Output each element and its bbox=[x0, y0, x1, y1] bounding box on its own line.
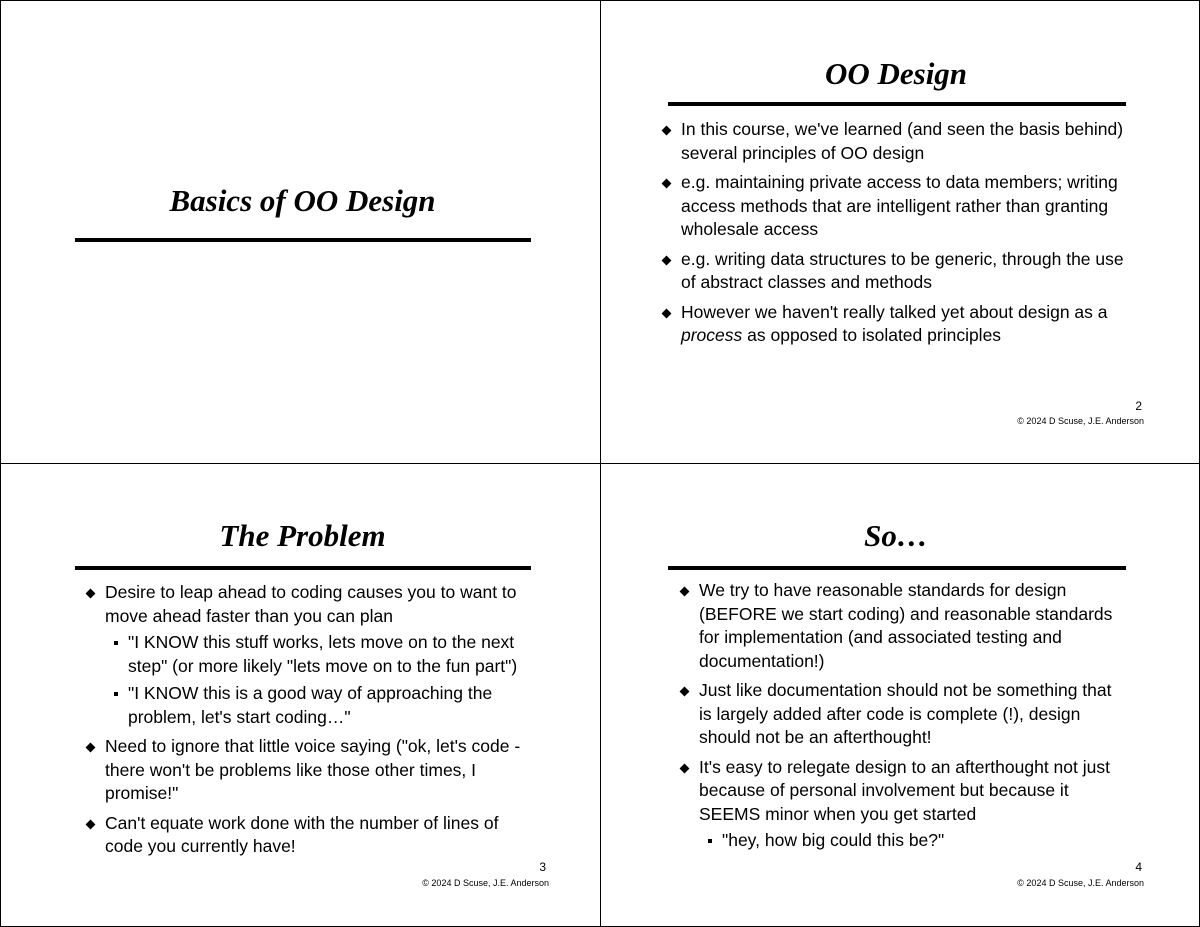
slide-4 bbox=[600, 464, 1200, 927]
slide-2 bbox=[600, 0, 1200, 463]
copyright-notice: © 2024 D Scuse, J.E. Anderson bbox=[1017, 416, 1144, 426]
sub-bullet-list bbox=[105, 631, 526, 729]
list-item bbox=[86, 581, 526, 729]
square-bullet-icon bbox=[114, 641, 118, 645]
diamond-bullet-icon bbox=[662, 255, 672, 265]
sub-bullet-list bbox=[699, 829, 1120, 853]
title-rule bbox=[75, 238, 531, 242]
diamond-bullet-icon bbox=[662, 308, 672, 318]
slide-1 bbox=[0, 0, 600, 463]
list-item bbox=[662, 301, 1132, 348]
bullet-list bbox=[662, 118, 1132, 354]
slide-3 bbox=[0, 464, 600, 927]
slide-title: Basics of OO Design bbox=[169, 183, 436, 218]
diamond-bullet-icon bbox=[680, 587, 690, 597]
diamond-bullet-icon bbox=[680, 763, 690, 773]
bullet-list bbox=[680, 579, 1120, 859]
diamond-bullet-icon bbox=[86, 743, 96, 753]
bullet-text-pre: However we haven't really talked yet about design as a bbox=[681, 301, 1108, 322]
bullet-text: Can't equate work done with the number of lines of code you currently have! bbox=[105, 812, 499, 856]
list-item bbox=[680, 579, 1120, 673]
bullet-text: We try to have reasonable standards for design (BEFORE we start coding) and reasonable standards for implementation (and associated testing and documentation!) bbox=[699, 580, 1113, 671]
list-item bbox=[86, 812, 526, 859]
square-bullet-icon bbox=[114, 692, 118, 696]
page-number: 4 bbox=[1135, 860, 1142, 874]
sub-list-item bbox=[105, 631, 526, 678]
sub-bullet-text: "hey, how big could this be?" bbox=[722, 830, 945, 850]
title-rule bbox=[668, 102, 1126, 106]
diamond-bullet-icon bbox=[86, 589, 96, 599]
list-item bbox=[86, 735, 526, 806]
diamond-bullet-icon bbox=[86, 819, 96, 829]
square-bullet-icon bbox=[708, 839, 712, 843]
diamond-bullet-icon bbox=[680, 687, 690, 697]
copyright-notice: © 2024 D Scuse, J.E. Anderson bbox=[1017, 878, 1144, 888]
sub-list-item bbox=[105, 682, 526, 729]
copyright-notice: © 2024 D Scuse, J.E. Anderson bbox=[422, 878, 549, 888]
list-item bbox=[662, 118, 1132, 165]
bullet-text: It's easy to relegate design to an afterthought not just because of personal involvement but because it SEEMS minor when you get started bbox=[699, 756, 1110, 824]
list-item bbox=[662, 248, 1132, 295]
sub-list-item bbox=[699, 829, 1120, 853]
title-rule bbox=[75, 566, 531, 570]
list-item bbox=[662, 171, 1132, 242]
page-number: 3 bbox=[539, 860, 546, 874]
diamond-bullet-icon bbox=[662, 126, 672, 136]
bullet-text-emphasis: process bbox=[681, 325, 743, 345]
diamond-bullet-icon bbox=[662, 179, 672, 189]
slide-title: The Problem bbox=[219, 518, 386, 553]
bullet-text: Need to ignore that little voice saying ("ok, let's code - there won't be problems like those other times, I promise!" bbox=[105, 736, 521, 803]
bullet-text-post: as opposed to isolated principles bbox=[742, 325, 1002, 345]
bullet-text: e.g. writing data structures to be generic, through the use of abstract classes and methods bbox=[681, 248, 1124, 292]
list-item bbox=[680, 679, 1120, 750]
sub-bullet-text: "I KNOW this stuff works, lets move on to the next step" (or more likely "lets move on to the fun part") bbox=[128, 632, 518, 676]
sub-bullet-text: "I KNOW this is a good way of approaching the problem, let's start coding…" bbox=[128, 683, 493, 727]
bullet-list bbox=[86, 581, 526, 865]
bullet-text: Just like documentation should not be something that is largely added after code is complete (!), design should not be an afterthought! bbox=[699, 680, 1112, 747]
slide-title: OO Design bbox=[824, 56, 968, 91]
title-rule bbox=[668, 566, 1126, 570]
list-item bbox=[680, 756, 1120, 853]
bullet-text: In this course, we've learned (and seen the basis behind) several principles of OO design bbox=[681, 119, 1124, 163]
page-number: 2 bbox=[1135, 399, 1142, 413]
slide-title: So… bbox=[864, 518, 928, 553]
bullet-text: e.g. maintaining private access to data members; writing access methods that are intelligent rather than granting wholesale access bbox=[681, 172, 1118, 239]
bullet-text: Desire to leap ahead to coding causes you to want to move ahead faster than you can plan bbox=[105, 582, 517, 626]
